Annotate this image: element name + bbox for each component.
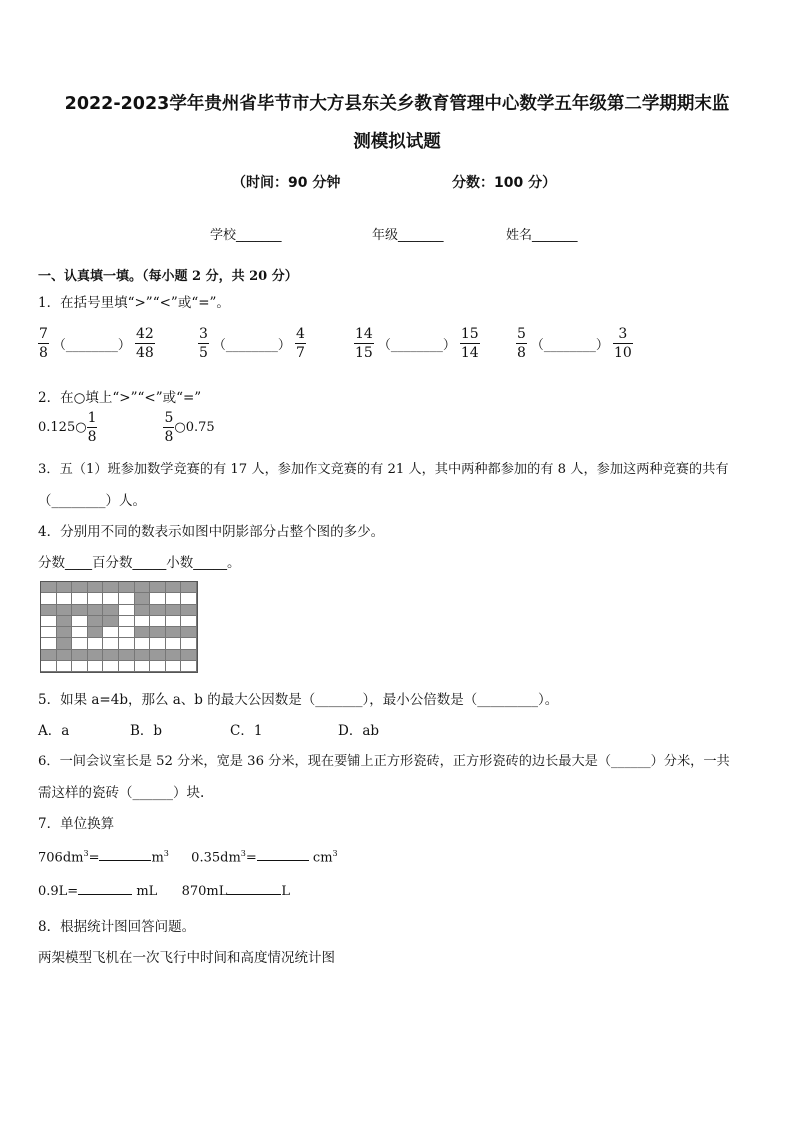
grid-cell xyxy=(57,661,73,672)
grid-cell-shaded xyxy=(57,616,73,627)
q2-item1-left[interactable]: 0.125○ xyxy=(38,420,87,436)
grid-cell xyxy=(119,661,135,672)
question-7: 7．单位换算 xyxy=(38,816,115,832)
fraction: $\frac{3}{10}$ xyxy=(613,326,632,362)
exam-time: （时间：90 分钟 xyxy=(232,175,341,191)
grid-cell-shaded xyxy=(57,650,73,661)
q2-items xyxy=(38,410,215,445)
grid-cell xyxy=(57,593,73,604)
question-6-line1: 6．一间会议室长是 52 分米，宽是 36 分米，现在要铺上正方形瓷砖，正方形瓷砖的边长最大是（______）分米，一共 xyxy=(38,754,730,769)
answer-blank[interactable]: （________） xyxy=(377,338,456,354)
question-1: 1．在括号里填“>”“<”或“=”。 xyxy=(38,295,230,311)
grid-cell-shaded xyxy=(72,650,88,661)
grid-cell xyxy=(72,593,88,604)
grid-cell-shaded xyxy=(103,616,119,627)
grid-cell-shaded xyxy=(150,627,166,638)
fraction: $\frac{15}{14}$ xyxy=(460,326,479,362)
grade-field[interactable]: 年级_______ xyxy=(372,228,444,243)
answer-blank[interactable]: （________） xyxy=(530,338,609,354)
grid-cell xyxy=(119,605,135,616)
grid-cell-shaded xyxy=(119,650,135,661)
grid-cell-shaded xyxy=(88,605,104,616)
grid-cell-shaded xyxy=(88,650,104,661)
grid-cell xyxy=(41,616,57,627)
grid-cell-shaded xyxy=(88,627,104,638)
q1-pair xyxy=(516,326,633,361)
question-8: 8．根据统计图回答问题。 xyxy=(38,919,196,935)
fraction: $\frac{5}{8}$ xyxy=(517,326,526,362)
grid-cell xyxy=(72,616,88,627)
grid-cell-shaded xyxy=(41,582,57,593)
grid-cell-shaded xyxy=(181,582,197,593)
question-3-line2[interactable]: （________）人。 xyxy=(38,493,146,509)
grid-cell-shaded xyxy=(41,605,57,616)
grid-cell xyxy=(181,616,197,627)
grid-cell-shaded xyxy=(72,605,88,616)
grid-cell-shaded xyxy=(166,582,182,593)
answer-blank[interactable] xyxy=(227,894,281,895)
question-6-line2: 需这样的瓷砖（______）块. xyxy=(38,785,205,801)
answer-blank[interactable] xyxy=(257,860,309,861)
grid-cell xyxy=(135,616,151,627)
fraction: $\frac{4}{7}$ xyxy=(295,326,305,362)
question-4: 4．分别用不同的数表示如图中阴影部分占整个图的多少。 xyxy=(38,524,385,540)
grid-cell-shaded xyxy=(103,605,119,616)
grid-cell-shaded xyxy=(150,650,166,661)
grid-cell xyxy=(119,627,135,638)
grid-cell-shaded xyxy=(72,582,88,593)
grid-cell xyxy=(135,638,151,649)
grid-cell xyxy=(72,638,88,649)
grid-cell-shaded xyxy=(57,605,73,616)
fraction: $\frac{1}{8}$ xyxy=(87,410,97,446)
fraction: $\frac{14}{15}$ xyxy=(355,326,373,362)
grid-cell-shaded xyxy=(166,605,182,616)
page-title-line2: 测模拟试题 xyxy=(353,132,441,152)
grid-cell-shaded xyxy=(57,582,73,593)
q1-pair xyxy=(198,326,354,361)
grid-cell xyxy=(88,661,104,672)
q1-pair xyxy=(38,326,198,361)
q7-row1: $706dm^3= m^3$ $0.35dm^3= cm^3$ xyxy=(38,849,338,866)
q5-option-d[interactable]: D．ab xyxy=(338,723,380,739)
grid-cell xyxy=(103,638,119,649)
grid-cell-shaded xyxy=(150,605,166,616)
grid-cell xyxy=(119,593,135,604)
grid-cell-shaded xyxy=(135,605,151,616)
grid-cell-shaded xyxy=(135,582,151,593)
grid-cell-shaded xyxy=(181,605,197,616)
grid-cell-shaded xyxy=(103,650,119,661)
grid-cell-shaded xyxy=(103,582,119,593)
grid-cell xyxy=(103,627,119,638)
grid-cell-shaded xyxy=(181,650,197,661)
grid-cell xyxy=(72,661,88,672)
grid-cell-shaded xyxy=(119,582,135,593)
grid-cell-shaded xyxy=(57,627,73,638)
grid-cell-shaded xyxy=(181,627,197,638)
q1-pairs xyxy=(38,326,633,361)
section-heading: 一、认真填一填。（每小题 2 分，共 20 分） xyxy=(38,269,298,284)
school-field[interactable]: 学校_______ xyxy=(210,228,282,243)
q2-item2-right[interactable]: ○0.75 xyxy=(174,420,215,436)
grid-cell-shaded xyxy=(166,650,182,661)
grid-cell xyxy=(166,616,182,627)
grid-cell xyxy=(181,638,197,649)
page-title-line1: 2022-2023学年贵州省毕节市大方县东关乡教育管理中心数学五年级第二学期期末监 xyxy=(64,94,730,114)
answer-blank[interactable] xyxy=(99,860,151,861)
grid-cell-shaded xyxy=(88,582,104,593)
grid-cell xyxy=(135,661,151,672)
grid-cell-shaded xyxy=(166,627,182,638)
name-field[interactable]: 姓名_______ xyxy=(506,228,578,243)
grid-cell-shaded xyxy=(135,627,151,638)
fraction: $\frac{5}{8}$ xyxy=(164,410,174,446)
grid-cell-shaded xyxy=(135,593,151,604)
grid-cell xyxy=(119,638,135,649)
grid-cell-shaded xyxy=(135,650,151,661)
q1-pair xyxy=(354,326,516,361)
q7-row2: 0.9L= mL 870mL L xyxy=(38,884,291,899)
grid-cell-shaded xyxy=(150,582,166,593)
q4-answer-line[interactable]: 分数____百分数_____小数_____。 xyxy=(38,555,241,571)
fraction: $\frac{3}{5}$ xyxy=(199,326,208,362)
grid-cell xyxy=(88,593,104,604)
grid-cell xyxy=(166,593,182,604)
grid-cell xyxy=(103,661,119,672)
shaded-grid-figure xyxy=(40,581,198,673)
grid-cell xyxy=(41,627,57,638)
grid-cell xyxy=(150,661,166,672)
grid-cell xyxy=(41,593,57,604)
q5-option-c[interactable]: C．1 xyxy=(230,723,263,739)
fraction: $\frac{7}{8}$ xyxy=(39,326,48,362)
grid-cell-shaded xyxy=(41,650,57,661)
grid-cell xyxy=(166,638,182,649)
grid-cell xyxy=(41,638,57,649)
grid-cell xyxy=(41,661,57,672)
answer-blank[interactable]: （________） xyxy=(212,338,291,354)
fraction: $\frac{42}{48}$ xyxy=(135,326,154,362)
question-3-line1: 3．五（1）班参加数学竞赛的有 17 人，参加作文竞赛的有 21 人，其中两种都参加的有 8 人，参加这两种竞赛的共有 xyxy=(38,462,729,477)
grid-cell xyxy=(119,616,135,627)
grid-cell xyxy=(181,593,197,604)
grid-cell xyxy=(103,593,119,604)
grid-cell xyxy=(150,593,166,604)
grid-cell-shaded xyxy=(57,638,73,649)
answer-blank[interactable] xyxy=(78,894,132,895)
answer-blank[interactable]: （________） xyxy=(52,338,131,354)
q5-option-b[interactable]: B．b xyxy=(130,723,163,739)
q5-option-a[interactable]: A．a xyxy=(38,723,70,739)
grid-cell xyxy=(166,661,182,672)
grid-cell xyxy=(72,627,88,638)
grid-cell xyxy=(150,638,166,649)
chart-title: 两架模型飞机在一次飞行中时间和高度情况统计图 xyxy=(38,950,335,966)
question-2: 2．在○填上“>”“<”或“=” xyxy=(38,390,202,406)
grid-cell xyxy=(88,638,104,649)
grid-cell-shaded xyxy=(88,616,104,627)
question-5: 5．如果 a=4b，那么 a、b 的最大公因数是（_______），最小公倍数是（_________）。 xyxy=(38,692,559,708)
exam-score: 分数：100 分） xyxy=(452,175,557,191)
grid-cell xyxy=(150,616,166,627)
grid-cell xyxy=(181,661,197,672)
